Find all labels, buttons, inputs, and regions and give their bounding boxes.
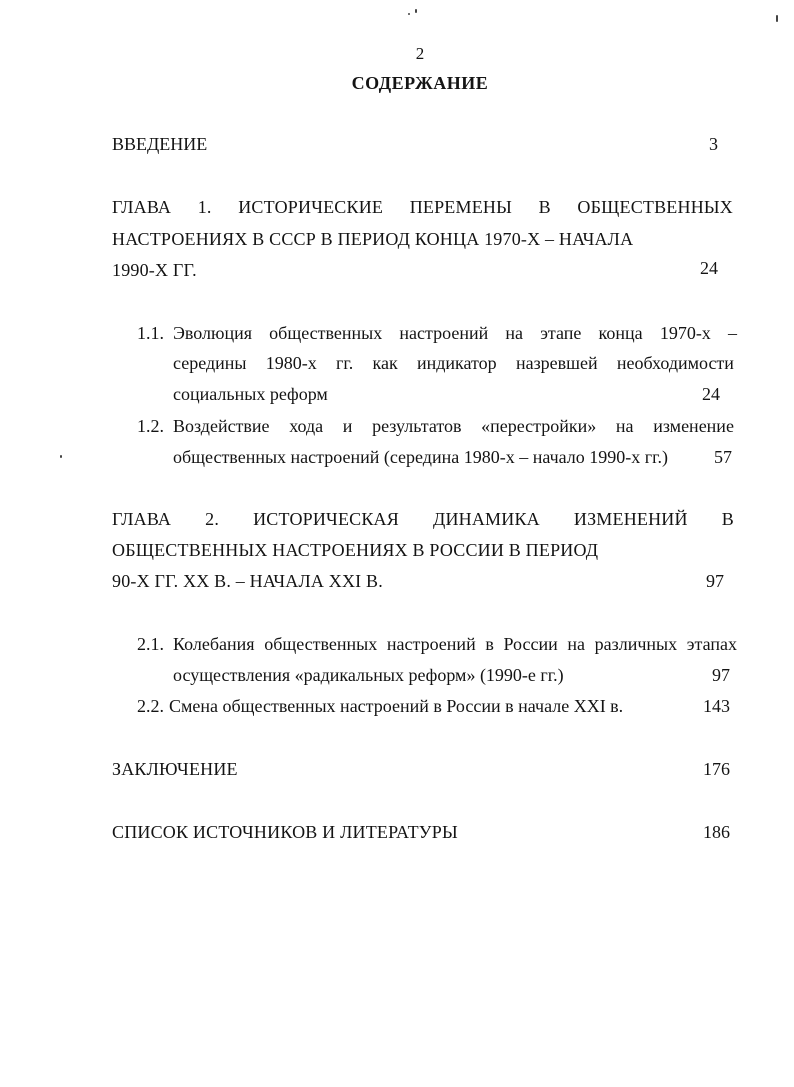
word: России: [503, 634, 558, 654]
toc-page-number: 97: [706, 571, 724, 591]
word: на: [615, 416, 634, 436]
word: ГЛАВА: [112, 197, 172, 217]
toc-entry-bibliography[interactable]: СПИСОК ИСТОЧНИКОВ И ЛИТЕРАТУРЫ: [112, 822, 458, 842]
word: В: [721, 509, 734, 529]
toc-entry-conclusion[interactable]: ЗАКЛЮЧЕНИЕ: [112, 759, 238, 779]
scan-speck: [408, 13, 410, 15]
toc-entry-label: ВВЕДЕНИЕ: [112, 134, 208, 154]
word: ДИНАМИКА: [432, 509, 540, 529]
word: середины: [173, 353, 247, 373]
word: этапах: [686, 634, 737, 654]
toc-section-1-1-line-1[interactable]: [173, 323, 737, 344]
word: хода: [289, 416, 324, 436]
word: –: [727, 323, 737, 343]
toc-chapter-2-line-3: 90-Х ГГ. XX В. – НАЧАЛА XXI В.: [112, 571, 383, 591]
word: на: [505, 323, 524, 343]
toc-chapter-1-line-1[interactable]: [112, 197, 733, 218]
word: 1970-х: [659, 323, 711, 343]
page-number: 2: [415, 44, 425, 63]
word: и: [342, 416, 353, 436]
toc-page-number: 176: [703, 759, 730, 779]
toc-section-2-2[interactable]: Смена общественных настроений в России в начале XXI в.: [169, 696, 624, 716]
scan-speck: [415, 9, 417, 13]
word: настроений: [399, 323, 489, 343]
toc-page-number: 24: [700, 258, 718, 278]
toc-page-number: 97: [712, 665, 730, 685]
toc-section-1-1-line-3: социальных реформ: [173, 384, 328, 404]
toc-section-1-2-line-2: общественных настроений (середина 1980-х – начало 1990-х гг.): [173, 447, 669, 467]
word: как: [372, 353, 398, 373]
word: Колебания: [173, 634, 255, 654]
word: 2.: [205, 509, 220, 529]
word: необходимости: [616, 353, 734, 373]
toc-section-1-2-line-1[interactable]: [173, 416, 734, 437]
word: ГЛАВА: [112, 509, 172, 529]
word: ИЗМЕНЕНИЙ: [573, 509, 688, 529]
toc-section-2-1-line-2: осуществления «радикальных реформ» (1990-е гг.): [173, 665, 564, 685]
toc-chapter-1-line-2: НАСТРОЕНИЯХ В СССР В ПЕРИОД КОНЦА 1970-Х – НАЧАЛА: [112, 229, 634, 249]
word: ОБЩЕСТВЕННЫХ: [577, 197, 733, 217]
toc-chapter-2-line-2: ОБЩЕСТВЕННЫХ НАСТРОЕНИЯХ В РОССИИ В ПЕРИОД: [112, 540, 599, 560]
toc-section-number: 2.1.: [137, 634, 164, 654]
word: ИСТОРИЧЕСКАЯ: [253, 509, 399, 529]
word: общественных: [264, 634, 378, 654]
toc-chapter-1-line-3: 1990-Х ГГ.: [112, 260, 197, 280]
toc-section-number: 1.1.: [137, 323, 164, 343]
toc-section-number: 1.2.: [137, 416, 164, 436]
word: «перестройки»: [481, 416, 597, 436]
word: В: [538, 197, 551, 217]
word: изменение: [653, 416, 734, 436]
scan-speck: [60, 455, 62, 458]
page-title: СОДЕРЖАНИЕ: [351, 73, 489, 93]
word: 1980-х: [265, 353, 317, 373]
word: настроений: [386, 634, 476, 654]
word: гг.: [336, 353, 354, 373]
toc-page-number: 3: [709, 134, 718, 154]
toc-entry-introduction[interactable]: [112, 134, 207, 155]
scan-speck: [776, 15, 778, 22]
toc-page-number: 143: [703, 696, 730, 716]
word: ПЕРЕМЕНЫ: [409, 197, 512, 217]
word: назревшей: [515, 353, 598, 373]
word: на: [567, 634, 586, 654]
word: различных: [594, 634, 678, 654]
toc-chapter-2-line-1[interactable]: [112, 509, 734, 530]
word: ИСТОРИЧЕСКИЕ: [238, 197, 384, 217]
toc-section-number: 2.2.: [137, 696, 164, 716]
toc-section-1-1-line-2: [173, 353, 734, 374]
toc-page-number: 186: [703, 822, 730, 842]
word: 1.: [197, 197, 212, 217]
toc-section-2-1-line-1[interactable]: [173, 634, 737, 655]
word: в: [485, 634, 494, 654]
word: Воздействие: [173, 416, 270, 436]
word: результатов: [372, 416, 462, 436]
word: общественных: [269, 323, 383, 343]
word: этапе: [540, 323, 582, 343]
toc-page-number: 57: [714, 447, 732, 467]
word: конца: [598, 323, 643, 343]
word: индикатор: [417, 353, 497, 373]
toc-page-number: 24: [702, 384, 720, 404]
word: Эволюция: [173, 323, 252, 343]
